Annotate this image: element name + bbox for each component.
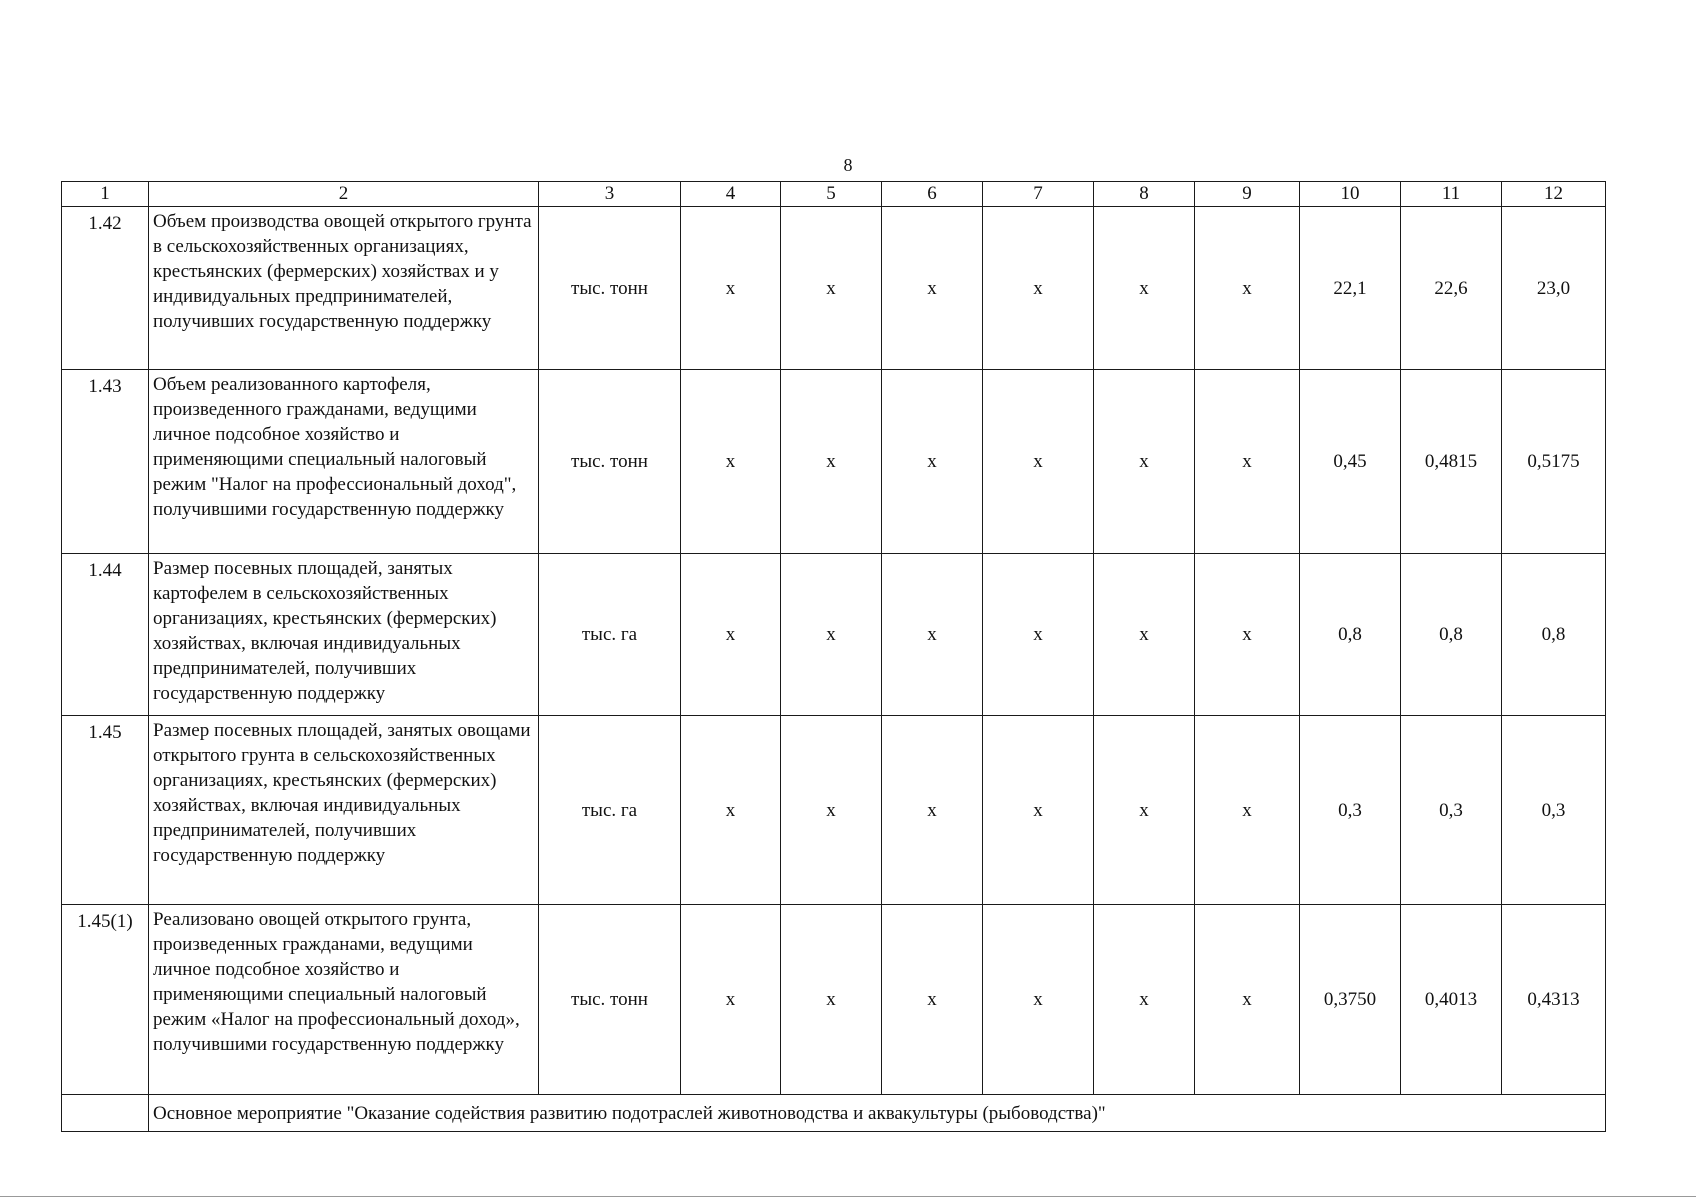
value-cell: х — [983, 716, 1094, 905]
indicator-description-cell: Объем реализованного картофеля, произведенного гражданами, ведущими личное подсобное хозяйство и применяющими специальный налоговый режим "Налог на профессиональный доход", получившими государственную поддержку — [149, 370, 539, 554]
value-cell: 23,0 — [1502, 207, 1606, 370]
table-row — [62, 716, 1606, 905]
value-cell: 0,4815 — [1401, 370, 1502, 554]
scan-edge-line — [0, 1196, 1696, 1197]
value-cell: х — [1195, 905, 1300, 1095]
value-cell: х — [1094, 554, 1195, 716]
value-cell: х — [681, 716, 781, 905]
value-cell: х — [882, 554, 983, 716]
value-cell: х — [681, 905, 781, 1095]
value-cell: х — [1195, 716, 1300, 905]
indicator-description-cell: Размер посевных площадей, занятых картофелем в сельскохозяйственных организациях, крестьянских (фермерских) хозяйствах, включая индивидуальных предпринимателей, получивших государственную поддержку — [149, 554, 539, 716]
value-cell: х — [983, 905, 1094, 1095]
row-number-cell: 1.45 — [62, 716, 149, 905]
value-cell: 0,45 — [1300, 370, 1401, 554]
column-header: 4 — [681, 182, 781, 207]
value-cell: 0,4313 — [1502, 905, 1606, 1095]
value-cell: 22,6 — [1401, 207, 1502, 370]
column-header: 6 — [882, 182, 983, 207]
section-heading-row — [62, 1095, 1606, 1132]
value-cell: х — [983, 207, 1094, 370]
value-cell: х — [681, 207, 781, 370]
value-cell: х — [882, 716, 983, 905]
row-number-cell: 1.44 — [62, 554, 149, 716]
unit-cell: тыс. тонн — [539, 370, 681, 554]
value-cell: х — [1094, 905, 1195, 1095]
value-cell: х — [1195, 370, 1300, 554]
value-cell: 0,8 — [1401, 554, 1502, 716]
table-row — [62, 207, 1606, 370]
section-number-cell — [62, 1095, 149, 1132]
column-header: 9 — [1195, 182, 1300, 207]
column-header: 1 — [62, 182, 149, 207]
value-cell: х — [1094, 716, 1195, 905]
table-row — [62, 905, 1606, 1095]
value-cell: х — [781, 207, 882, 370]
value-cell: х — [882, 207, 983, 370]
value-cell: х — [882, 905, 983, 1095]
column-header: 10 — [1300, 182, 1401, 207]
table-row — [62, 554, 1606, 716]
table-body — [62, 182, 1606, 1132]
value-cell: 0,3 — [1502, 716, 1606, 905]
value-cell: 0,3750 — [1300, 905, 1401, 1095]
value-cell: х — [1195, 554, 1300, 716]
value-cell: х — [681, 370, 781, 554]
value-cell: х — [781, 716, 882, 905]
value-cell: 0,3 — [1401, 716, 1502, 905]
column-header: 3 — [539, 182, 681, 207]
value-cell: х — [781, 554, 882, 716]
value-cell: 22,1 — [1300, 207, 1401, 370]
value-cell: х — [983, 554, 1094, 716]
unit-cell: тыс. га — [539, 554, 681, 716]
value-cell: х — [983, 370, 1094, 554]
value-cell: х — [1094, 207, 1195, 370]
indicators-table — [61, 181, 1606, 1132]
value-cell: 0,4013 — [1401, 905, 1502, 1095]
column-header: 8 — [1094, 182, 1195, 207]
column-header: 11 — [1401, 182, 1502, 207]
column-header: 2 — [149, 182, 539, 207]
value-cell: х — [781, 370, 882, 554]
indicator-description-cell: Размер посевных площадей, занятых овощами открытого грунта в сельскохозяйственных организациях, крестьянских (фермерских) хозяйствах, включая индивидуальных предпринимателей, получивших государственную поддержку — [149, 716, 539, 905]
value-cell: 0,8 — [1502, 554, 1606, 716]
table-row — [62, 370, 1606, 554]
column-header: 7 — [983, 182, 1094, 207]
value-cell: 0,5175 — [1502, 370, 1606, 554]
column-header: 12 — [1502, 182, 1606, 207]
value-cell: х — [882, 370, 983, 554]
unit-cell: тыс. га — [539, 716, 681, 905]
value-cell: х — [1195, 207, 1300, 370]
section-heading-text: Основное мероприятие "Оказание содействия развитию подотраслей животноводства и аквакультуры (рыбоводства)" — [149, 1095, 1606, 1132]
value-cell: х — [681, 554, 781, 716]
indicator-description-cell: Реализовано овощей открытого грунта, произведенных гражданами, ведущими личное подсобное хозяйство и применяющими специальный налоговый режим «Налог на профессиональный доход», получившими государственную поддержку — [149, 905, 539, 1095]
value-cell: 0,3 — [1300, 716, 1401, 905]
value-cell: х — [781, 905, 882, 1095]
value-cell: 0,8 — [1300, 554, 1401, 716]
row-number-cell: 1.43 — [62, 370, 149, 554]
column-number-row — [62, 182, 1606, 207]
column-header: 5 — [781, 182, 882, 207]
row-number-cell: 1.45(1) — [62, 905, 149, 1095]
unit-cell: тыс. тонн — [539, 905, 681, 1095]
page-number: 8 — [843, 155, 853, 175]
indicator-description-cell: Объем производства овощей открытого грунта в сельскохозяйственных организациях, крестьянских (фермерских) хозяйствах и у индивидуальных предпринимателей, получивших государственную поддержку — [149, 207, 539, 370]
row-number-cell: 1.42 — [62, 207, 149, 370]
value-cell: х — [1094, 370, 1195, 554]
unit-cell: тыс. тонн — [539, 207, 681, 370]
